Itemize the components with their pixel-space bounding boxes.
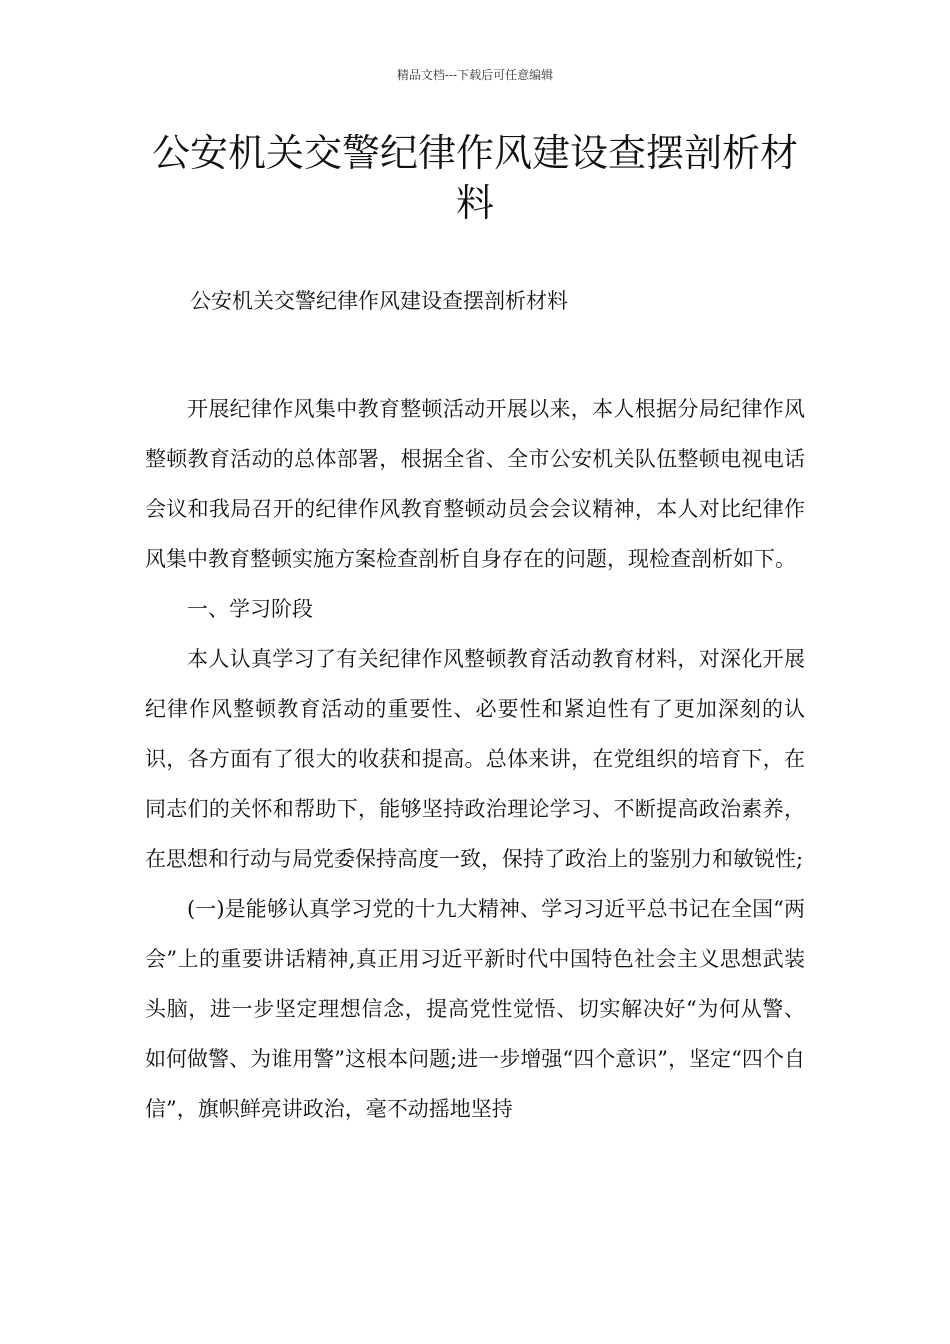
document-body <box>145 384 805 1134</box>
section-heading-study-phase: 一、学习阶段 <box>187 597 313 621</box>
document-title: 公安机关交警纪律作风建设查摆剖析材料 <box>151 131 798 225</box>
paragraph-point-one: (一)是能够认真学习党的十九大精神、学习习近平总书记在全国“两会”上的重要讲话精神,真正用习近平新时代中国特色社会主义思想武装头脑，进一步坚定理想信念，提高党性觉悟、切实解决好“为何从警、如何做警、为谁用警”这根本问题;进一步增强“四个意识”，坚定“四个自信”，旗帜鲜亮讲政治，毫不动摇地坚持 <box>145 897 805 1121</box>
paragraph-intro: 开展纪律作风集中教育整顿活动开展以来，本人根据分局纪律作风整顿教育活动的总体部署，根据全省、全市公安机关队伍整顿电视电话会议和我局召开的纪律作风教育整顿动员会会议精神，本人对比纪律作风集中教育整顿实施方案检查剖析自身存在的问题，现检查剖析如下。 <box>145 397 805 571</box>
paragraph-study-summary: 本人认真学习了有关纪律作风整顿教育活动教育材料，对深化开展纪律作风整顿教育活动的重要性、必要性和紧迫性有了更加深刻的认识，各方面有了很大的收获和提高。总体来讲，在党组织的培育下，在同志们的关怀和帮助下，能够坚持政治理论学习、不断提高政治素养，在思想和行动与局党委保持高度一致，保持了政治上的鉴别力和敏锐性; <box>145 647 805 871</box>
document-subtitle: 公安机关交警纪律作风建设查摆剖析材料 <box>190 289 568 313</box>
header-note: 精品文档---下载后可任意编辑 <box>396 68 554 82</box>
